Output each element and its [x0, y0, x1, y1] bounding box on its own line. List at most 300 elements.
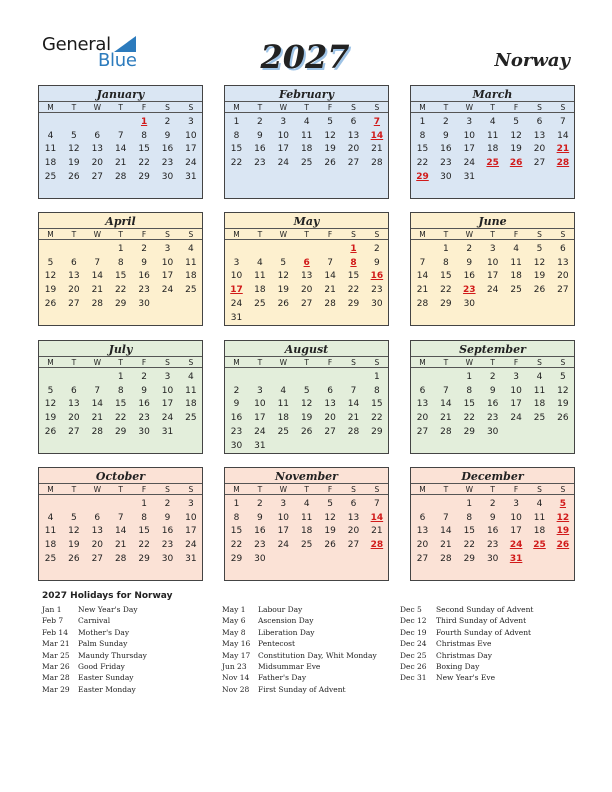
day-cell[interactable]: 20 [91, 158, 104, 169]
day-cell[interactable]: 3 [280, 499, 287, 509]
day-cell[interactable]: 9 [257, 130, 263, 141]
day-cell[interactable]: 11 [533, 512, 546, 523]
day-cell[interactable]: 10 [161, 257, 174, 268]
day-cell[interactable]: 2 [443, 117, 449, 127]
day-cell[interactable]: 9 [489, 385, 496, 396]
day-cell[interactable]: 4 [280, 385, 287, 396]
day-cell[interactable]: 23 [440, 158, 452, 169]
day-cell[interactable]: 27 [91, 171, 104, 182]
day-cell[interactable]: 27 [300, 298, 313, 309]
day-cell[interactable]: 22 [114, 285, 127, 296]
day-cell[interactable]: 5 [513, 117, 519, 127]
day-cell[interactable]: 1 [233, 499, 240, 509]
day-cell[interactable]: 15 [347, 271, 360, 282]
day-cell[interactable]: 31 [161, 426, 174, 437]
day-cell[interactable]: 26 [44, 298, 57, 309]
day-cell[interactable]: 21 [440, 540, 452, 551]
day-cell[interactable]: 16 [254, 144, 266, 155]
day-cell[interactable]: 2 [257, 117, 263, 127]
day-cell[interactable]: 4 [303, 499, 310, 509]
day-cell[interactable]: 6 [71, 257, 77, 268]
day-cell[interactable]: 19 [324, 526, 336, 537]
day-cell[interactable]: 21 [371, 144, 383, 155]
day-cell[interactable]: 24 [277, 158, 290, 169]
day-cell[interactable]: 7 [374, 499, 380, 509]
day-cell[interactable]: 1 [466, 499, 473, 509]
day-cell[interactable]: 18 [300, 526, 313, 537]
day-cell[interactable]: 16 [138, 399, 150, 410]
day-cell[interactable]: 17 [161, 271, 174, 282]
day-cell[interactable]: 19 [68, 158, 80, 169]
day-cell[interactable]: 3 [188, 499, 194, 509]
day-cell[interactable]: 18 [533, 399, 546, 410]
day-cell[interactable]: 24 [463, 158, 476, 169]
day-cell[interactable]: 14 [114, 144, 127, 155]
day-cell[interactable]: 20 [347, 526, 360, 537]
day-cell[interactable]: 4 [303, 117, 310, 127]
day-cell[interactable]: 7 [419, 257, 426, 268]
day-cell[interactable]: 1 [233, 117, 240, 127]
day-cell[interactable]: 19 [557, 399, 569, 410]
day-cell[interactable]: 5 [71, 130, 77, 141]
day-cell[interactable]: 3 [489, 244, 496, 254]
day-cell[interactable]: 24 [185, 158, 197, 169]
day-cell[interactable]: 20 [324, 413, 336, 424]
day-cell[interactable]: 30 [463, 298, 476, 309]
day-cell[interactable]: 15 [138, 144, 150, 155]
day-cell[interactable]: 28 [347, 426, 360, 437]
day-cell[interactable]: 16 [463, 271, 476, 282]
day-cell[interactable]: 28 [114, 171, 127, 182]
day-cell[interactable]: 4 [513, 244, 519, 254]
day-cell[interactable]: 8 [117, 257, 124, 268]
day-cell[interactable]: 2 [141, 244, 147, 254]
day-cell[interactable]: 13 [324, 399, 336, 410]
day-cell[interactable]: 11 [277, 399, 290, 410]
day-cell[interactable]: 8 [466, 385, 473, 396]
day-cell[interactable]: 23 [138, 413, 150, 424]
holiday-day[interactable]: 17 [230, 285, 243, 296]
day-cell[interactable]: 19 [533, 271, 546, 282]
day-cell[interactable]: 12 [324, 512, 336, 523]
day-cell[interactable]: 5 [303, 385, 310, 396]
day-cell[interactable]: 29 [138, 553, 150, 564]
day-cell[interactable]: 17 [185, 526, 197, 537]
day-cell[interactable]: 15 [416, 144, 429, 155]
day-cell[interactable]: 31 [230, 312, 243, 323]
day-cell[interactable]: 7 [443, 512, 449, 523]
day-cell[interactable]: 25 [510, 285, 522, 296]
day-cell[interactable]: 16 [161, 526, 174, 537]
day-cell[interactable]: 6 [71, 385, 77, 396]
day-cell[interactable]: 18 [510, 271, 522, 282]
day-cell[interactable]: 29 [463, 426, 476, 437]
day-cell[interactable]: 30 [486, 553, 499, 564]
day-cell[interactable]: 17 [254, 413, 266, 424]
holiday-day[interactable]: 12 [556, 512, 570, 523]
day-cell[interactable]: 30 [161, 553, 174, 564]
day-cell[interactable]: 10 [185, 512, 197, 523]
day-cell[interactable]: 22 [138, 158, 150, 169]
day-cell[interactable]: 10 [185, 130, 197, 141]
day-cell[interactable]: 20 [557, 271, 569, 282]
day-cell[interactable]: 3 [513, 372, 519, 382]
day-cell[interactable]: 27 [557, 285, 569, 296]
day-cell[interactable]: 21 [91, 285, 104, 296]
day-cell[interactable]: 11 [44, 144, 57, 155]
day-cell[interactable]: 11 [533, 385, 546, 396]
day-cell[interactable]: 28 [440, 426, 452, 437]
day-cell[interactable]: 19 [44, 285, 57, 296]
day-cell[interactable]: 4 [536, 499, 543, 509]
day-cell[interactable]: 12 [557, 385, 569, 396]
day-cell[interactable]: 24 [161, 285, 174, 296]
day-cell[interactable]: 18 [254, 285, 266, 296]
day-cell[interactable]: 18 [486, 144, 499, 155]
day-cell[interactable]: 18 [533, 526, 546, 537]
holiday-day[interactable]: 25 [486, 158, 499, 169]
day-cell[interactable]: 17 [161, 399, 174, 410]
day-cell[interactable]: 20 [300, 285, 313, 296]
day-cell[interactable]: 7 [560, 117, 566, 127]
day-cell[interactable]: 4 [47, 512, 54, 523]
day-cell[interactable]: 11 [510, 257, 522, 268]
day-cell[interactable]: 2 [164, 117, 171, 127]
day-cell[interactable]: 30 [440, 171, 452, 182]
day-cell[interactable]: 10 [277, 130, 290, 141]
day-cell[interactable]: 10 [510, 512, 522, 523]
day-cell[interactable]: 23 [486, 540, 499, 551]
day-cell[interactable]: 27 [324, 426, 336, 437]
day-cell[interactable]: 24 [277, 540, 290, 551]
holiday-day[interactable]: 24 [509, 540, 523, 551]
day-cell[interactable]: 20 [347, 144, 360, 155]
day-cell[interactable]: 31 [254, 440, 266, 451]
day-cell[interactable]: 27 [347, 540, 360, 551]
day-cell[interactable]: 14 [440, 526, 452, 537]
day-cell[interactable]: 14 [440, 399, 452, 410]
day-cell[interactable]: 28 [91, 298, 104, 309]
day-cell[interactable]: 12 [68, 526, 80, 537]
day-cell[interactable]: 28 [114, 553, 127, 564]
day-cell[interactable]: 8 [233, 130, 240, 141]
day-cell[interactable]: 27 [416, 426, 429, 437]
day-cell[interactable]: 23 [161, 158, 174, 169]
day-cell[interactable]: 4 [47, 130, 54, 141]
day-cell[interactable]: 25 [185, 285, 197, 296]
day-cell[interactable]: 6 [419, 512, 426, 523]
day-cell[interactable]: 19 [68, 540, 80, 551]
day-cell[interactable]: 5 [47, 385, 54, 396]
day-cell[interactable]: 21 [114, 540, 127, 551]
day-cell[interactable]: 27 [416, 553, 429, 564]
day-cell[interactable]: 6 [560, 244, 566, 254]
day-cell[interactable]: 5 [280, 257, 287, 268]
brand-logo[interactable] [42, 34, 142, 74]
day-cell[interactable]: 30 [138, 298, 150, 309]
day-cell[interactable]: 3 [233, 257, 240, 268]
day-cell[interactable]: 13 [91, 144, 104, 155]
holiday-day[interactable]: 31 [509, 553, 523, 564]
holiday-day[interactable]: 14 [370, 130, 384, 141]
day-cell[interactable]: 12 [277, 271, 290, 282]
day-cell[interactable]: 25 [44, 171, 57, 182]
day-cell[interactable]: 24 [254, 426, 266, 437]
day-cell[interactable]: 27 [347, 158, 360, 169]
day-cell[interactable]: 20 [68, 413, 80, 424]
day-cell[interactable]: 12 [44, 271, 57, 282]
day-cell[interactable]: 3 [164, 244, 171, 254]
day-cell[interactable]: 26 [68, 553, 80, 564]
day-cell[interactable]: 30 [230, 440, 243, 451]
day-cell[interactable]: 7 [350, 385, 357, 396]
day-cell[interactable]: 23 [161, 540, 174, 551]
day-cell[interactable]: 9 [489, 512, 496, 523]
day-cell[interactable]: 8 [233, 512, 240, 523]
day-cell[interactable]: 14 [347, 399, 360, 410]
day-cell[interactable]: 14 [557, 130, 569, 141]
day-cell[interactable]: 18 [185, 271, 197, 282]
day-cell[interactable]: 11 [300, 130, 313, 141]
day-cell[interactable]: 24 [161, 413, 174, 424]
day-cell[interactable]: 27 [68, 298, 80, 309]
day-cell[interactable]: 18 [185, 399, 197, 410]
day-cell[interactable]: 22 [114, 413, 127, 424]
holiday-day[interactable]: 26 [509, 158, 523, 169]
day-cell[interactable]: 5 [327, 499, 333, 509]
day-cell[interactable]: 19 [300, 413, 313, 424]
day-cell[interactable]: 9 [233, 399, 240, 410]
day-cell[interactable]: 13 [416, 526, 429, 537]
day-cell[interactable]: 29 [114, 298, 127, 309]
day-cell[interactable]: 9 [164, 512, 171, 523]
day-cell[interactable]: 30 [161, 171, 174, 182]
day-cell[interactable]: 12 [300, 399, 313, 410]
day-cell[interactable]: 18 [44, 158, 57, 169]
day-cell[interactable]: 13 [347, 130, 360, 141]
day-cell[interactable]: 16 [254, 526, 266, 537]
day-cell[interactable]: 15 [114, 271, 127, 282]
day-cell[interactable]: 12 [324, 130, 336, 141]
day-cell[interactable]: 26 [68, 171, 80, 182]
day-cell[interactable]: 23 [371, 285, 383, 296]
day-cell[interactable]: 12 [68, 144, 80, 155]
day-cell[interactable]: 10 [486, 257, 499, 268]
day-cell[interactable]: 15 [440, 271, 452, 282]
day-cell[interactable]: 26 [324, 158, 336, 169]
day-cell[interactable]: 26 [277, 298, 290, 309]
day-cell[interactable]: 23 [254, 540, 266, 551]
holiday-day[interactable]: 29 [416, 171, 429, 182]
day-cell[interactable]: 18 [277, 413, 290, 424]
day-cell[interactable]: 24 [230, 298, 243, 309]
holiday-day[interactable]: 14 [370, 512, 384, 523]
day-cell[interactable]: 15 [463, 526, 476, 537]
day-cell[interactable]: 27 [533, 158, 546, 169]
day-cell[interactable]: 23 [254, 158, 266, 169]
day-cell[interactable]: 8 [466, 512, 473, 523]
day-cell[interactable]: 30 [254, 553, 266, 564]
day-cell[interactable]: 17 [185, 144, 197, 155]
day-cell[interactable]: 21 [91, 413, 104, 424]
day-cell[interactable]: 30 [486, 426, 499, 437]
day-cell[interactable]: 26 [557, 413, 569, 424]
day-cell[interactable]: 21 [114, 158, 127, 169]
day-cell[interactable]: 18 [44, 540, 57, 551]
day-cell[interactable]: 29 [230, 553, 243, 564]
day-cell[interactable]: 19 [44, 413, 57, 424]
day-cell[interactable]: 13 [533, 130, 546, 141]
day-cell[interactable]: 29 [138, 171, 150, 182]
day-cell[interactable]: 6 [350, 117, 357, 127]
day-cell[interactable]: 28 [440, 553, 452, 564]
day-cell[interactable]: 2 [489, 372, 496, 382]
day-cell[interactable]: 20 [416, 413, 429, 424]
day-cell[interactable]: 11 [185, 385, 197, 396]
day-cell[interactable]: 22 [463, 540, 476, 551]
day-cell[interactable]: 14 [114, 526, 127, 537]
day-cell[interactable]: 17 [277, 526, 290, 537]
day-cell[interactable]: 24 [185, 540, 197, 551]
day-cell[interactable]: 2 [164, 499, 171, 509]
day-cell[interactable]: 5 [327, 117, 333, 127]
day-cell[interactable]: 16 [230, 413, 243, 424]
day-cell[interactable]: 16 [486, 399, 499, 410]
day-cell[interactable]: 15 [230, 144, 243, 155]
day-cell[interactable]: 27 [68, 426, 80, 437]
day-cell[interactable]: 29 [114, 426, 127, 437]
holiday-day[interactable]: 16 [370, 271, 384, 282]
day-cell[interactable]: 20 [416, 540, 429, 551]
day-cell[interactable]: 22 [416, 158, 429, 169]
day-cell[interactable]: 9 [443, 130, 449, 141]
day-cell[interactable]: 7 [117, 130, 124, 141]
day-cell[interactable]: 14 [91, 271, 104, 282]
day-cell[interactable]: 21 [371, 526, 383, 537]
day-cell[interactable]: 5 [560, 372, 566, 382]
day-cell[interactable]: 3 [257, 385, 263, 396]
day-cell[interactable]: 2 [257, 499, 263, 509]
day-cell[interactable]: 6 [350, 499, 357, 509]
day-cell[interactable]: 7 [443, 385, 449, 396]
day-cell[interactable]: 13 [300, 271, 313, 282]
day-cell[interactable]: 14 [324, 271, 336, 282]
holiday-day[interactable]: 28 [370, 540, 384, 551]
day-cell[interactable]: 23 [230, 426, 243, 437]
day-cell[interactable]: 29 [347, 298, 360, 309]
day-cell[interactable]: 22 [230, 540, 243, 551]
holiday-day[interactable]: 28 [556, 158, 570, 169]
day-cell[interactable]: 9 [466, 257, 473, 268]
day-cell[interactable]: 1 [117, 372, 124, 382]
day-cell[interactable]: 22 [440, 285, 452, 296]
holiday-day[interactable]: 23 [463, 285, 476, 296]
day-cell[interactable]: 19 [510, 144, 522, 155]
day-cell[interactable]: 2 [374, 244, 380, 254]
day-cell[interactable]: 25 [44, 553, 57, 564]
day-cell[interactable]: 1 [117, 244, 124, 254]
day-cell[interactable]: 9 [141, 257, 147, 268]
day-cell[interactable]: 13 [91, 526, 104, 537]
day-cell[interactable]: 5 [47, 257, 54, 268]
day-cell[interactable]: 21 [324, 285, 336, 296]
day-cell[interactable]: 15 [138, 526, 150, 537]
day-cell[interactable]: 6 [419, 385, 426, 396]
day-cell[interactable]: 25 [185, 413, 197, 424]
day-cell[interactable]: 19 [277, 285, 290, 296]
day-cell[interactable]: 12 [44, 399, 57, 410]
holiday-day[interactable]: 1 [140, 117, 148, 127]
day-cell[interactable]: 5 [536, 244, 543, 254]
day-cell[interactable]: 3 [164, 372, 171, 382]
day-cell[interactable]: 21 [416, 285, 429, 296]
day-cell[interactable]: 20 [91, 540, 104, 551]
day-cell[interactable]: 17 [510, 399, 522, 410]
day-cell[interactable]: 17 [510, 526, 522, 537]
day-cell[interactable]: 17 [277, 144, 290, 155]
day-cell[interactable]: 12 [533, 257, 546, 268]
day-cell[interactable]: 8 [117, 385, 124, 396]
day-cell[interactable]: 6 [327, 385, 333, 396]
day-cell[interactable]: 13 [347, 512, 360, 523]
day-cell[interactable]: 1 [141, 499, 147, 509]
day-cell[interactable]: 16 [161, 144, 174, 155]
day-cell[interactable]: 20 [533, 144, 546, 155]
day-cell[interactable]: 28 [324, 298, 336, 309]
day-cell[interactable]: 16 [138, 271, 150, 282]
day-cell[interactable]: 5 [71, 512, 77, 523]
day-cell[interactable]: 11 [44, 526, 57, 537]
day-cell[interactable]: 28 [91, 426, 104, 437]
day-cell[interactable]: 14 [416, 271, 429, 282]
day-cell[interactable]: 16 [486, 526, 499, 537]
day-cell[interactable]: 2 [233, 385, 240, 396]
holiday-day[interactable]: 5 [559, 499, 567, 509]
day-cell[interactable]: 3 [513, 499, 519, 509]
day-cell[interactable]: 29 [371, 426, 383, 437]
day-cell[interactable]: 22 [230, 158, 243, 169]
holiday-day[interactable]: 7 [373, 117, 381, 127]
day-cell[interactable]: 21 [347, 413, 360, 424]
day-cell[interactable]: 6 [94, 130, 101, 141]
holiday-day[interactable]: 25 [533, 540, 546, 551]
holiday-day[interactable]: 26 [556, 540, 570, 551]
day-cell[interactable]: 3 [188, 117, 194, 127]
day-cell[interactable]: 1 [443, 244, 449, 254]
day-cell[interactable]: 9 [164, 130, 171, 141]
day-cell[interactable]: 1 [419, 117, 426, 127]
day-cell[interactable]: 31 [185, 553, 197, 564]
day-cell[interactable]: 8 [374, 385, 380, 396]
day-cell[interactable]: 7 [94, 385, 101, 396]
day-cell[interactable]: 4 [489, 117, 496, 127]
day-cell[interactable]: 11 [185, 257, 197, 268]
day-cell[interactable]: 28 [416, 298, 429, 309]
day-cell[interactable]: 29 [440, 298, 452, 309]
day-cell[interactable]: 6 [94, 512, 101, 523]
day-cell[interactable]: 13 [416, 399, 429, 410]
day-cell[interactable]: 7 [117, 512, 124, 523]
day-cell[interactable]: 15 [371, 399, 383, 410]
holiday-day[interactable]: 8 [350, 257, 357, 268]
day-cell[interactable]: 22 [138, 540, 150, 551]
day-cell[interactable]: 9 [374, 257, 380, 268]
day-cell[interactable]: 23 [138, 285, 150, 296]
day-cell[interactable]: 1 [374, 372, 380, 382]
day-cell[interactable]: 8 [141, 130, 147, 141]
day-cell[interactable]: 26 [44, 426, 57, 437]
day-cell[interactable]: 15 [230, 526, 243, 537]
